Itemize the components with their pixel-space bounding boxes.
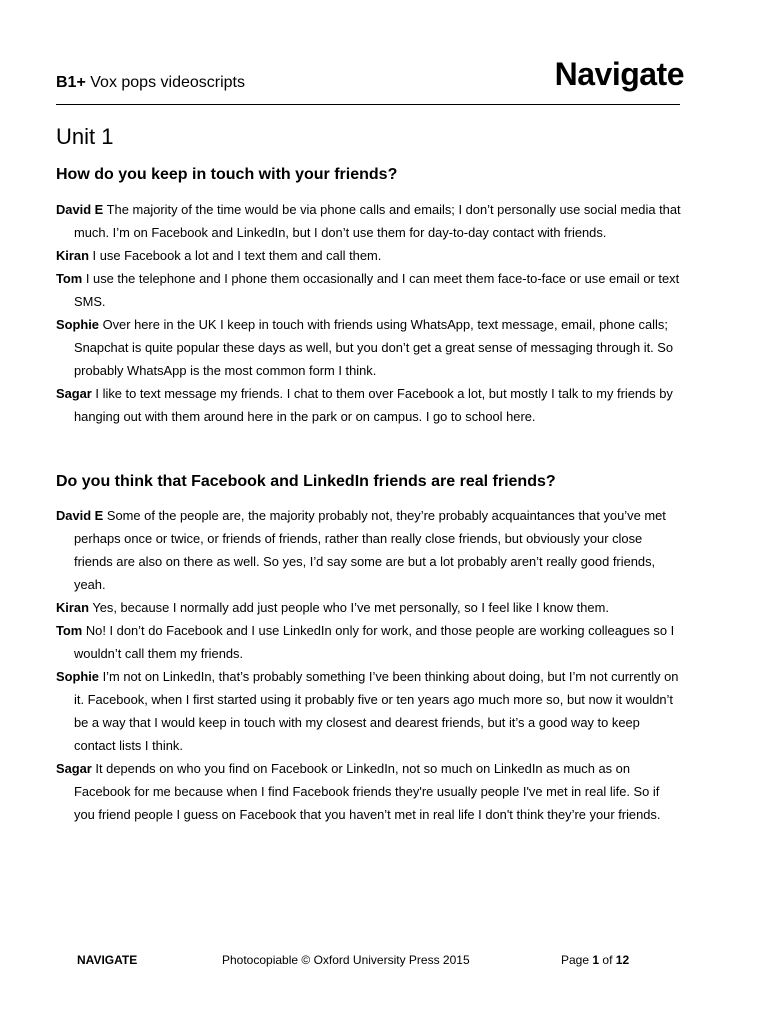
page-label: Page xyxy=(561,953,590,967)
page-of-label: of xyxy=(602,953,613,967)
speaker-name: David E xyxy=(56,202,104,217)
page-header xyxy=(56,56,684,105)
speaker-name: Kiran xyxy=(56,248,89,263)
answer-text: Yes, because I normally add just people who I’ve met personally, so I feel like I know them. xyxy=(92,600,609,615)
answer-text: Over here in the UK I keep in touch with friends using WhatsApp, text message, email, phone calls; Snapchat is quite popular these days as well, but you don’t get a great sense of messaging through it. So probably WhatsApp is the most common form I think. xyxy=(74,317,674,378)
main-content xyxy=(56,122,682,826)
answer-paragraph xyxy=(56,198,682,244)
speaker-name: Sophie xyxy=(56,669,99,684)
answer-paragraph xyxy=(56,757,682,826)
speaker-name: Kiran xyxy=(56,600,89,615)
speaker-name: Sagar xyxy=(56,761,92,776)
answer-paragraph xyxy=(56,596,682,619)
answer-text: I use the telephone and I phone them occasionally and I can meet them face-to-face or use email or text SMS. xyxy=(74,271,680,309)
question-heading: How do you keep in touch with your friends? xyxy=(56,166,398,183)
answer-paragraph xyxy=(56,665,682,757)
page-number xyxy=(561,952,629,968)
speaker-name: Sagar xyxy=(56,386,92,401)
speaker-name: Tom xyxy=(56,623,83,638)
answer-paragraph xyxy=(56,382,682,428)
document-title xyxy=(56,73,245,93)
page-current: 1 xyxy=(592,953,600,967)
question-heading: Do you think that Facebook and LinkedIn friends are real friends? xyxy=(56,473,556,490)
answer-paragraph xyxy=(56,244,682,267)
footer-brand: NAVIGATE xyxy=(77,953,138,967)
document-subtitle: Vox pops videoscripts xyxy=(90,74,245,91)
answer-text: It depends on who you find on Facebook or LinkedIn, not so much on LinkedIn as much as on Facebook for me because when I find Facebook friends they're usually people I've met in real life. So if you friend people I guess on Facebook that you haven’t met in real life I don't think they’re your friends. xyxy=(74,761,661,822)
speaker-name: Sophie xyxy=(56,317,99,332)
answer-text: Some of the people are, the majority probably not, they’re probably acquaintances that you’ve met perhaps once or twice, or friends of friends, rather than really close friends, but obviously your close friends are also on there as well. So yes, I’d say some are but a lot probably aren’t really good friends, yeah. xyxy=(74,508,666,592)
level-label: B1+ xyxy=(56,74,86,91)
unit-title: Unit 1 xyxy=(56,124,114,149)
answer-text: The majority of the time would be via phone calls and emails; I don’t personally use social media that much. I’m on Facebook and LinkedIn, but I don’t use them for day-to-day contact with friends. xyxy=(74,202,681,240)
answer-text: No! I don’t do Facebook and I use LinkedIn only for work, and those people are working colleagues so I wouldn’t call them my friends. xyxy=(74,623,675,661)
speaker-name: David E xyxy=(56,508,104,523)
answer-text: I use Facebook a lot and I text them and call them. xyxy=(92,248,382,263)
footer-copyright: Photocopiable © Oxford University Press 2015 xyxy=(222,953,470,967)
answer-paragraph xyxy=(56,313,682,382)
answer-paragraph xyxy=(56,504,682,596)
page-total: 12 xyxy=(615,953,630,967)
navigate-logo: Navigate xyxy=(554,56,684,92)
answer-paragraph xyxy=(56,619,682,665)
answer-text: I like to text message my friends. I chat to them over Facebook a lot, but mostly I talk to my friends by hanging out with them around here in the park or on campus. I go to school here. xyxy=(74,386,673,424)
answer-paragraph xyxy=(56,267,682,313)
answer-text: I’m not on LinkedIn, that’s probably something I’ve been thinking about doing, but I’m not currently on it. Facebook, when I first started using it probably five or ten years ago much more so, but now it wouldn’t be a way that I would keep in touch with my closest and dearest friends, but it’s a good way to keep contact lists I think. xyxy=(74,669,679,753)
speaker-name: Tom xyxy=(56,271,83,286)
